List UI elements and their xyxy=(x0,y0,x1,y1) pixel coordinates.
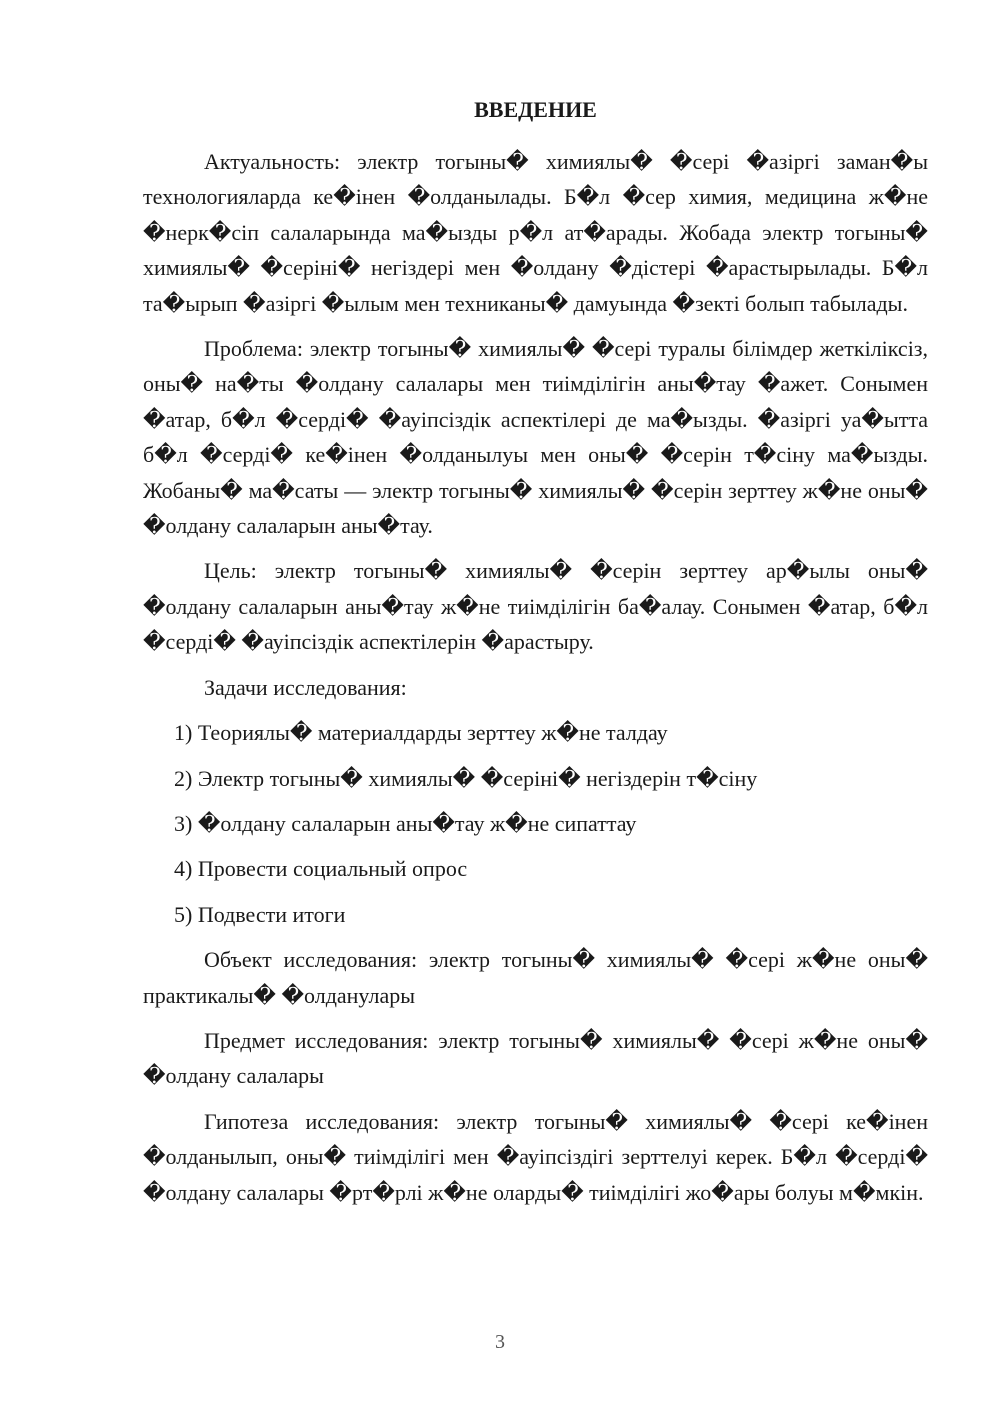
task-item-4: 4) Провести социальный опрос xyxy=(174,856,468,882)
tasks-heading: Задачи исследования: xyxy=(204,674,407,700)
page-number: 3 xyxy=(495,1331,505,1353)
task-item-3: 3) �олдану салаларын аны�тау ж�не сипаттау xyxy=(174,810,637,836)
problem-paragraph: Проблема: электр тогыны� химиялы� �сері туралы білімдер жеткіліксіз, оны� на�ты �олдану салалары мен тиімділігін аны�тау �ажет. Сонымен �атар, б�л �серді� �ауіпсіздік аспектілері де ма�ызды. �азіргі уа�ытта б�л �серді� ке�інен �олданылуы мен оны� �серін т�сіну ма�ызды. Жобаны� ма�саты — электр тогыны� химиялы� �серін зерттеу ж�не оны� �олдану салаларын аны�тау. xyxy=(143,336,928,539)
page-title: ВВЕДЕНИЕ xyxy=(474,97,597,122)
page-content xyxy=(143,92,928,1210)
task-item-5: 5) Подвести итоги xyxy=(174,901,346,927)
hypothesis-paragraph: Гипотеза исследования: электр тогыны� химиялы� �сері ке�інен �олданылып, оны� тиімділігі мен �ауіпсіздігі зерттелуі керек. Б�л �серді� �олдану салалары �рт�рлі ж�не оларды� тиімділігі жо�ары болуы м�мкін. xyxy=(143,1108,928,1205)
task-item-2: 2) Электр тогыны� химиялы� �серіні� негіздерін т�сіну xyxy=(174,765,758,791)
task-item-1: 1) Теориялы� материалдарды зерттеу ж�не талдау xyxy=(174,720,668,746)
relevance-paragraph: Актуальность: электр тогыны� химиялы� �сері �азіргі заман�ы технологияларда ке�інен �олданылады. Б�л �сер химия, медицина ж�не �нерк�сіп салаларында ма�ызды р�л ат�арады. Жобада электр тогыны� химиялы� �серіні� негіздері мен �олдану �дістері �арастырылады. Б�л та�ырып �азіргі �ылым мен техниканы� дамуында �зекті болып табылады. xyxy=(143,149,928,316)
object-paragraph: Объект исследования: электр тогыны� химиялы� �сері ж�не оны� практикалы� �олданулары xyxy=(143,947,928,1008)
subject-paragraph: Предмет исследования: электр тогыны� химиялы� �сері ж�не оны� �олдану салалары xyxy=(143,1027,928,1089)
goal-paragraph: Цель: электр тогыны� химиялы� �серін зерттеу ар�ылы оны� �олдану салаларын аны�тау ж�не тиімділігін ба�алау. Сонымен �атар, б�л �серді� �ауіпсіздік аспектілерін �арастыру. xyxy=(143,558,928,655)
